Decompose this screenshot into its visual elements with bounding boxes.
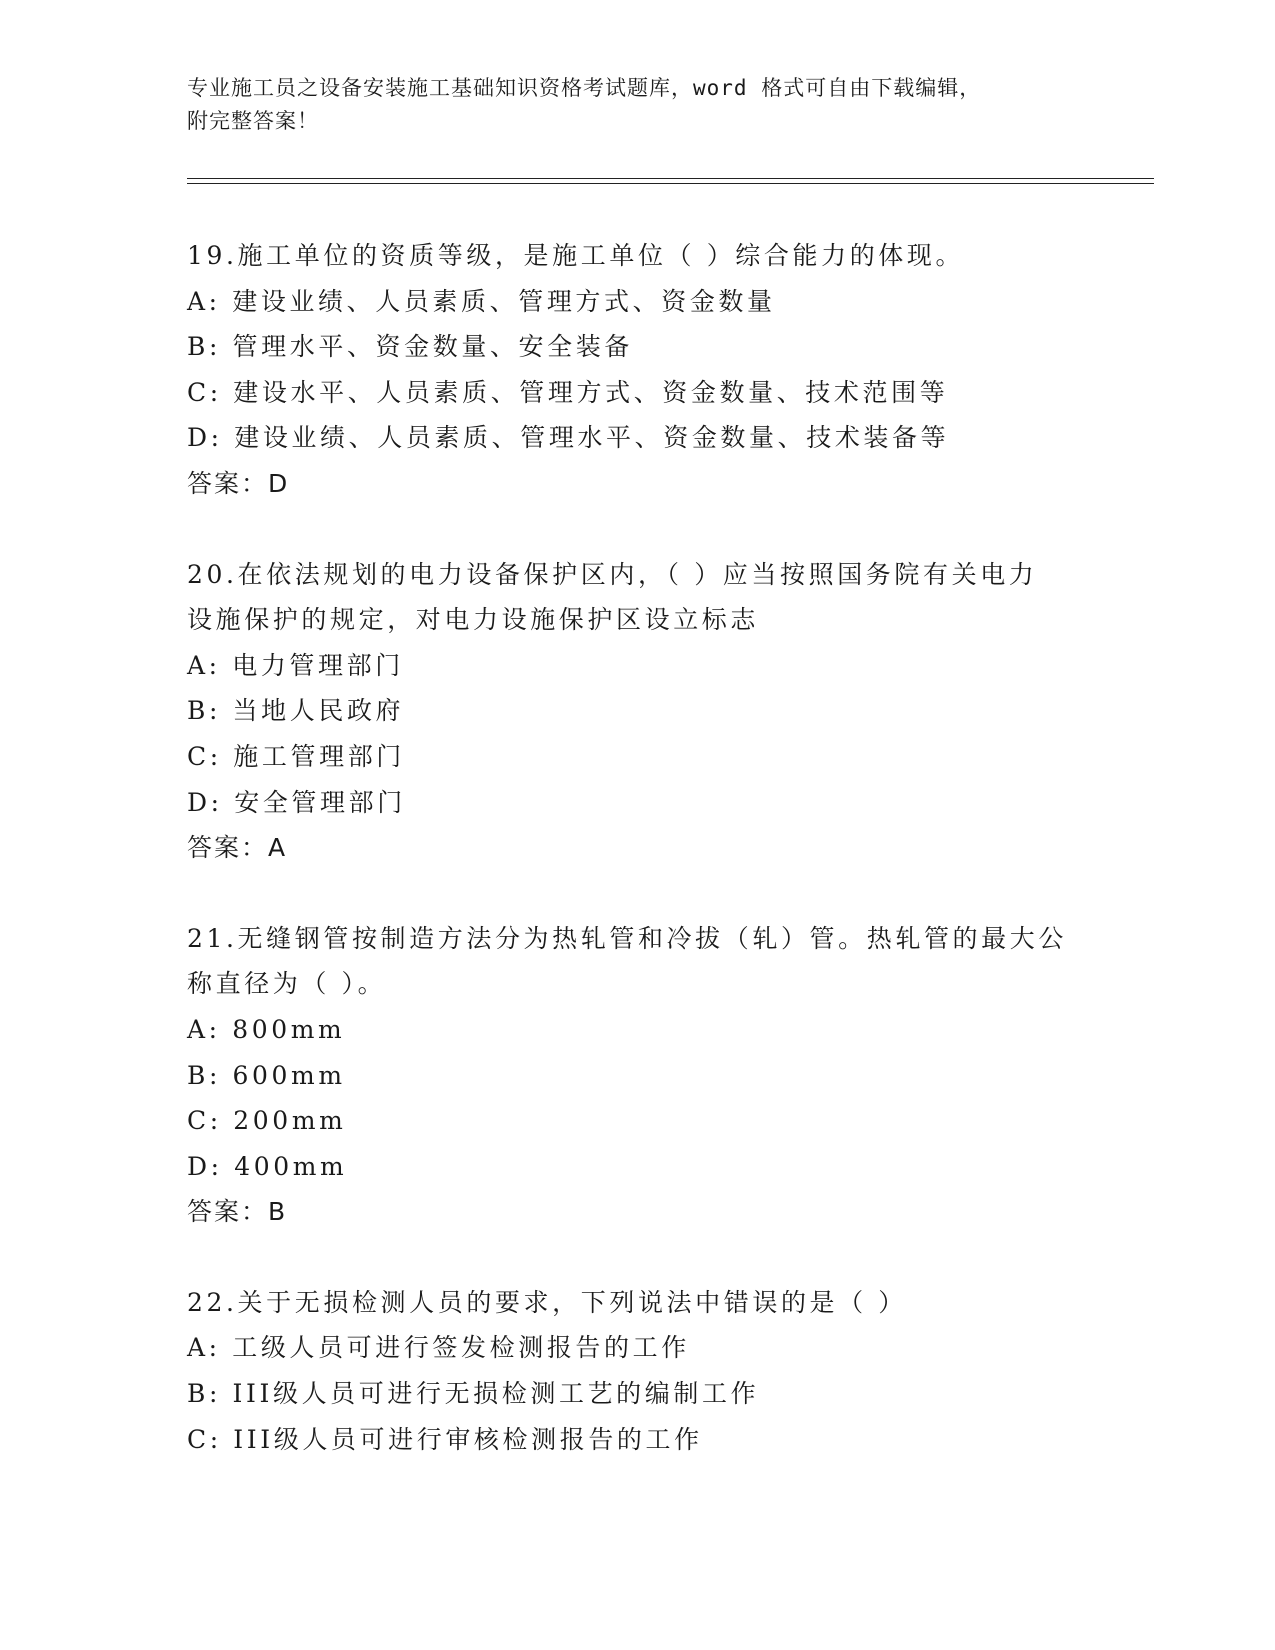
option-d: D: 400mm: [187, 1151, 348, 1181]
question-stem: [187, 1280, 1087, 1326]
option-d: D: 建设业绩、人员素质、管理水平、资金数量、技术装备等: [187, 423, 950, 453]
option-a: A: 电力管理部门: [187, 650, 404, 680]
option-c: C: III级人员可进行审核检测报告的工作: [187, 1424, 703, 1454]
header-line-2: 附完整答案！: [187, 109, 319, 133]
stem-line: 称直径为（ ）。: [187, 969, 387, 999]
stem-line: 21.无缝钢管按制造方法分为热轧管和冷拔（轧）管。热轧管的最大公: [187, 923, 1067, 953]
question-20: [187, 552, 1087, 871]
stem-line: 22.关于无损检测人员的要求，下列说法中错误的是（ ）: [187, 1287, 907, 1317]
question-stem: [187, 916, 1087, 1007]
answer: 答案：B: [187, 1197, 288, 1227]
option-b: B: 600mm: [187, 1060, 346, 1090]
answer: 答案：A: [187, 833, 288, 863]
option-b: B: 管理水平、资金数量、安全装备: [187, 332, 633, 362]
question-stem: [187, 233, 1087, 279]
option-a: A: 建设业绩、人员素质、管理方式、资金数量: [187, 286, 776, 316]
header-divider-top: [187, 178, 1154, 179]
option-c: C: 200mm: [187, 1106, 347, 1136]
question-list: [187, 233, 1087, 1507]
option-c: C: 施工管理部门: [187, 741, 405, 771]
stem-line: 20.在依法规划的电力设备保护区内，（ ）应当按照国务院有关电力: [187, 559, 1038, 589]
option-a: A: 800mm: [187, 1014, 346, 1044]
answer: 答案：D: [187, 468, 290, 498]
question-stem: [187, 552, 1087, 643]
question-21: [187, 916, 1087, 1235]
option-a: A: 工级人员可进行签发检测报告的工作: [187, 1333, 690, 1363]
option-d: D: 安全管理部门: [187, 787, 406, 817]
document-header: [187, 72, 1087, 138]
option-b: B: III级人员可进行无损检测工艺的编制工作: [187, 1379, 760, 1409]
header-line-1: 专业施工员之设备安装施工基础知识资格考试题库，word 格式可自由下载编辑，: [187, 76, 982, 100]
option-c: C: 建设水平、人员素质、管理方式、资金数量、技术范围等: [187, 377, 949, 407]
stem-line: 19.施工单位的资质等级，是施工单位（ ）综合能力的体现。: [187, 241, 965, 270]
question-22: [187, 1280, 1087, 1462]
stem-line: 设施保护的规定，对电力设施保护区设立标志: [187, 605, 760, 635]
option-b: B: 当地人民政府: [187, 696, 405, 726]
header-divider-bottom: [187, 183, 1154, 184]
question-19: [187, 233, 1087, 507]
